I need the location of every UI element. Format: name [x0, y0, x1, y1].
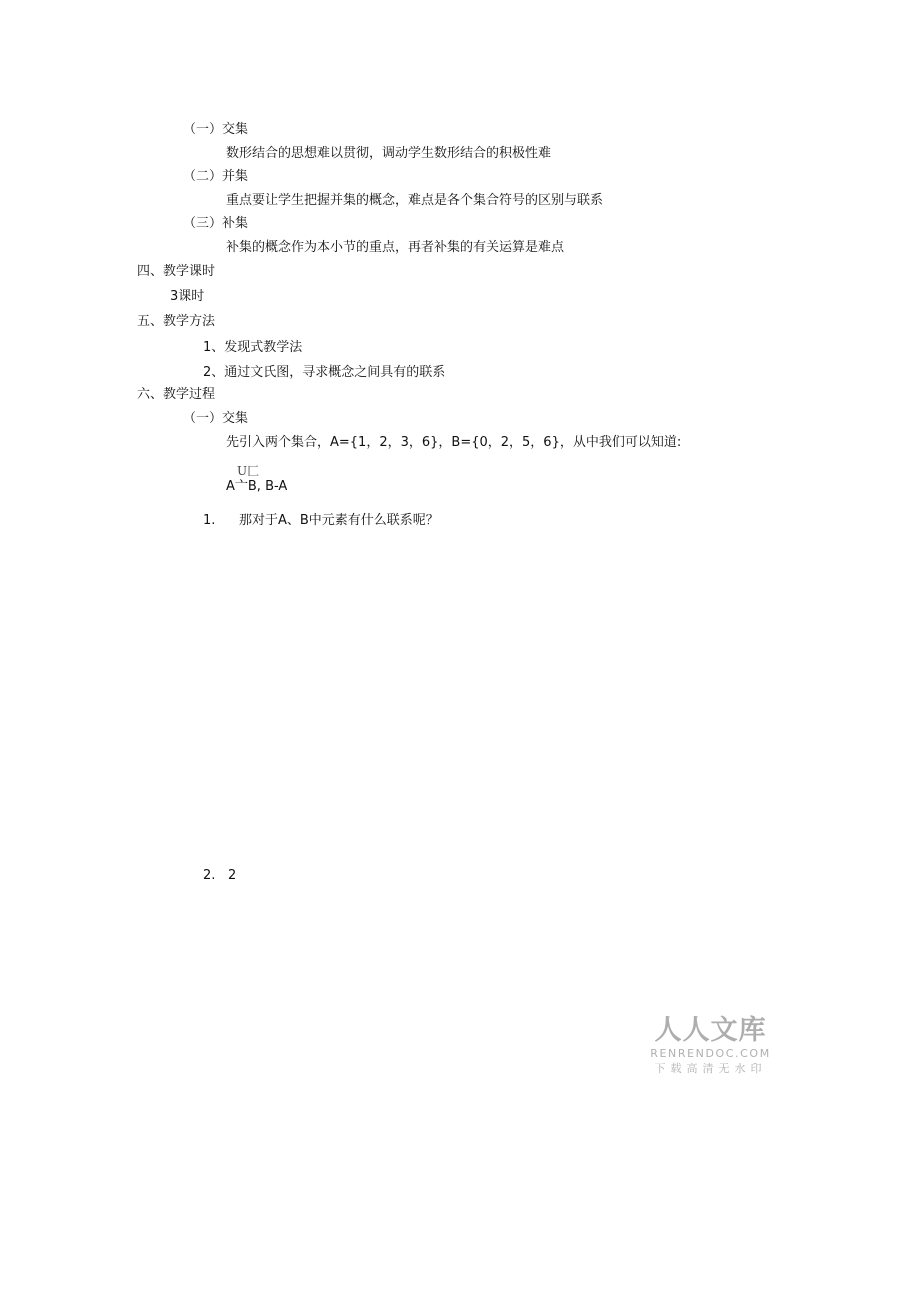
- section-3-text: 补集的概念作为本小节的重点，再者补集的有关运算是难点: [226, 240, 565, 255]
- method-item-2: 2、通过文氏图，寻求概念之间具有的联系: [203, 365, 446, 380]
- watermark-url: RENRENDOC.COM: [650, 1047, 771, 1060]
- question-1: [203, 513, 439, 529]
- question-2-number: 2.: [203, 868, 216, 883]
- section-1-text: 数形结合的思想难以贯彻，调动学生数形结合的积极性难: [226, 146, 552, 161]
- section-3-heading: （三）补集: [183, 216, 249, 231]
- section-4-text: 3课时: [170, 289, 205, 304]
- section-2-heading: （二）并集: [183, 169, 249, 184]
- question-1-number: 1.: [203, 513, 216, 528]
- watermark-subtitle: 下载高清无水印: [654, 1062, 767, 1075]
- method-item-1: 1、发现式教学法: [203, 340, 303, 355]
- formula-symbol: U匚: [237, 464, 260, 478]
- section-2-text: 重点要让学生把握并集的概念，难点是各个集合符号的区别与联系: [226, 193, 604, 208]
- section-6-heading: 六、教学过程: [137, 387, 216, 402]
- section-6-subheading: （一）交集: [183, 411, 249, 426]
- watermark-title: 人人文库: [654, 1015, 767, 1046]
- section-1-heading: （一）交集: [183, 122, 249, 137]
- watermark-logo: [648, 1015, 773, 1077]
- question-2: [203, 868, 236, 884]
- question-1-text: 那对于A、B中元素有什么联系呢？: [239, 513, 439, 528]
- section-5-heading: 五、教学方法: [137, 314, 216, 329]
- section-6-intro: 先引入两个集合，A={1，2，3，6}，B={0，2，5，6}，从中我们可以知道:: [226, 435, 682, 450]
- question-2-text: 2: [228, 868, 237, 883]
- section-4-heading: 四、教学课时: [137, 264, 216, 279]
- formula-line: A亠B, B-A: [226, 479, 288, 494]
